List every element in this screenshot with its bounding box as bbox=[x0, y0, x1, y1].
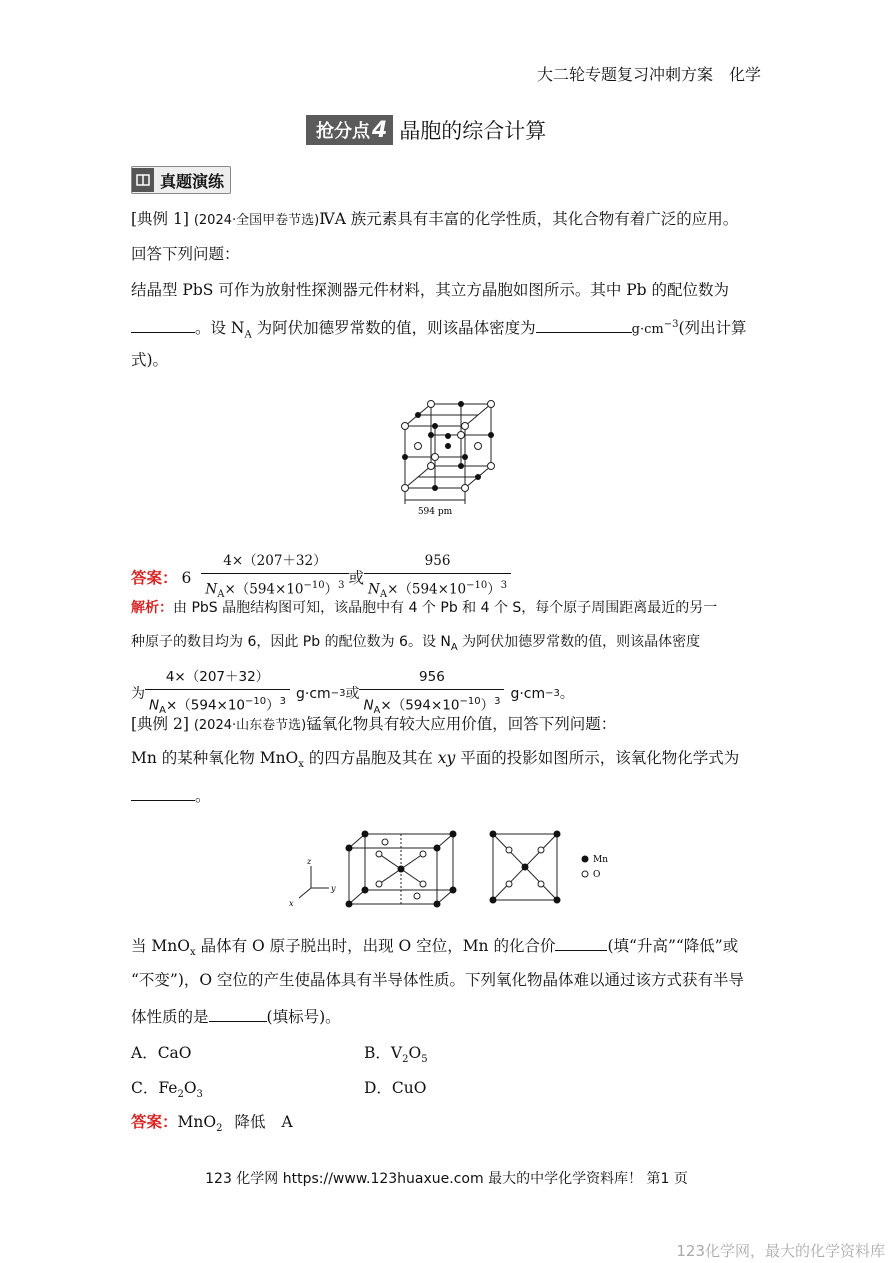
example2-q3 bbox=[131, 934, 738, 964]
text-seg: ） bbox=[480, 697, 495, 714]
text-seg: (填标号)。 bbox=[266, 1008, 341, 1026]
fraction-numerator: 956 bbox=[424, 553, 451, 569]
answer-blank[interactable] bbox=[209, 1005, 267, 1022]
text-seg: 为 bbox=[131, 686, 145, 703]
example2-answer bbox=[131, 1111, 293, 1140]
text-seg: 种原子的数目均为 6，因此 Pb 的配位数为 6。设 N bbox=[131, 634, 451, 650]
unit-text: g·cm bbox=[510, 686, 546, 703]
example1-source: (2024·全国甲卷节选) bbox=[193, 213, 320, 228]
analysis-line1 bbox=[131, 597, 717, 619]
text-seg: ） bbox=[487, 581, 501, 598]
text-seg: xy bbox=[437, 749, 456, 767]
example2-q5 bbox=[131, 1005, 341, 1028]
na-symbol: N bbox=[363, 697, 374, 714]
text-seg: 由 PbS 晶胞结构图可知，该晶胞中有 4 个 Pb 和 4 个 S，每个原子周围距离最近的另一 bbox=[173, 600, 718, 616]
text-seg: ×（594×10 bbox=[165, 697, 246, 714]
text-seg: g·cm bbox=[631, 322, 664, 338]
axis-z-label: z bbox=[307, 857, 312, 866]
figure-dimension-label: 594 pm bbox=[417, 507, 453, 517]
example1-q2: 结晶型 PbS 可作为放射性探测器元件材料，其立方晶胞如图所示。其中 Pb 的配位数为 bbox=[131, 281, 730, 299]
subscript: A bbox=[217, 589, 225, 601]
text-seg: B．V bbox=[364, 1044, 403, 1062]
superscript: −3 bbox=[330, 688, 346, 700]
fraction-numerator: 4×（207＋32） bbox=[165, 669, 270, 685]
superscript: −10 bbox=[466, 580, 488, 591]
text-seg: 平面的投影如图所示，该氧化物化学式为 bbox=[455, 749, 740, 767]
answer-label: 答案： bbox=[131, 1112, 178, 1131]
analysis-label: 解析： bbox=[131, 600, 173, 616]
coordinate-axes bbox=[299, 866, 329, 898]
example1-intro: ⅣA 族元素具有丰富的化学性质，其化合物有着广泛的应用。 bbox=[319, 210, 739, 228]
text-seg: 为阿伏加德罗常数的值，则该晶体密度为 bbox=[251, 319, 536, 338]
text-seg: 。 bbox=[195, 787, 211, 805]
example1-header bbox=[131, 208, 738, 232]
superscript: −3 bbox=[663, 319, 679, 330]
analysis-line2 bbox=[131, 631, 700, 659]
subscript: A bbox=[244, 329, 252, 341]
example1-q4: 式)。 bbox=[131, 351, 169, 369]
section-tag-label: 真题演练 bbox=[160, 171, 225, 191]
text-seg: 体性质的是 bbox=[131, 1008, 209, 1026]
legend-mn-marker bbox=[582, 856, 589, 863]
answer-blank[interactable] bbox=[555, 934, 607, 951]
text-seg: (列出计算 bbox=[678, 319, 747, 338]
example1-label: [典例 1] bbox=[131, 210, 189, 228]
text-seg: ） bbox=[266, 697, 280, 714]
option-a: A．CaO bbox=[131, 1044, 192, 1062]
unit-text: g·cm bbox=[296, 686, 331, 703]
text-seg: ×（594×10 bbox=[387, 581, 467, 598]
page-header: 大二轮专题复习冲刺方案 化学 bbox=[536, 65, 761, 84]
text-seg: 晶体有 O 原子脱出时，出现 O 空位，Mn 的化合价 bbox=[195, 937, 556, 955]
text-seg: O bbox=[408, 1044, 422, 1062]
example2-header bbox=[131, 713, 616, 737]
subscript: 3 bbox=[196, 1089, 203, 1101]
subscript: A bbox=[379, 589, 388, 601]
answer-valence: 降低 bbox=[234, 1113, 266, 1131]
text-seg: Mn 的某种氧化物 MnO bbox=[131, 749, 299, 767]
option-c bbox=[131, 1077, 203, 1106]
subscript: 2 bbox=[402, 1054, 409, 1066]
answer-label: 答案： bbox=[131, 568, 178, 588]
fraction-numerator: 4×（207＋32） bbox=[223, 553, 327, 569]
page-title: 晶胞的综合计算 bbox=[399, 119, 547, 143]
legend-o-label: O bbox=[593, 870, 601, 880]
title-badge-number: 4 bbox=[372, 117, 388, 143]
subscript: A bbox=[159, 705, 166, 717]
mnox-cell-figure bbox=[285, 826, 625, 910]
answer-formula: MnO bbox=[177, 1113, 217, 1131]
text-seg: 。设 N bbox=[195, 319, 245, 338]
text-seg: ×（594×10 bbox=[380, 697, 460, 714]
section-title bbox=[306, 112, 546, 148]
legend-mn-label: Mn bbox=[593, 855, 609, 865]
title-badge bbox=[306, 115, 393, 145]
legend-o-marker bbox=[582, 871, 588, 877]
na-symbol: N bbox=[205, 581, 218, 598]
subscript: x bbox=[298, 759, 304, 771]
page-footer: 123 化学网 https://www.123huaxue.com 最大的中学化学资料库！ 第1 页 bbox=[205, 1171, 688, 1187]
text-seg: ×（594×10 bbox=[224, 581, 304, 598]
answer-coordination: 6 bbox=[181, 569, 192, 588]
book-icon bbox=[132, 168, 154, 192]
subscript: A bbox=[450, 641, 458, 653]
option-b bbox=[364, 1042, 428, 1071]
example2-q1 bbox=[131, 747, 739, 776]
example1-q1: 回答下列问题： bbox=[131, 245, 240, 263]
option-d: D．CuO bbox=[364, 1079, 427, 1097]
text-seg: 为阿伏加德罗常数的值，则该晶体密度 bbox=[457, 634, 701, 650]
section-tag bbox=[131, 166, 231, 194]
superscript: −10 bbox=[245, 696, 267, 707]
na-symbol: N bbox=[149, 697, 160, 714]
answer-blank[interactable] bbox=[536, 316, 632, 333]
superscript: −10 bbox=[459, 696, 481, 707]
subscript: 5 bbox=[421, 1054, 428, 1066]
superscript: −3 bbox=[545, 688, 560, 700]
text-seg: C．Fe bbox=[131, 1079, 178, 1097]
axis-x-label: x bbox=[289, 899, 294, 908]
superscript: 3 bbox=[279, 696, 287, 707]
pbs-cell-figure bbox=[395, 396, 505, 520]
text-seg: 。 bbox=[559, 686, 574, 703]
answer-option: A bbox=[281, 1113, 293, 1131]
example2-intro: 锰氧化物具有较大应用价值，回答下列问题： bbox=[306, 715, 617, 733]
na-symbol: N bbox=[368, 581, 380, 598]
answer-blank[interactable] bbox=[131, 316, 195, 333]
watermark: 123化学网，最大的化学资料库 bbox=[676, 1242, 885, 1260]
subscript: A bbox=[373, 705, 381, 717]
subscript: 2 bbox=[177, 1089, 184, 1101]
axis-y-label: y bbox=[331, 884, 336, 893]
title-badge-text: 抢分点 bbox=[316, 121, 370, 142]
example2-label: [典例 2] bbox=[131, 715, 189, 733]
fraction-numerator: 956 bbox=[419, 669, 445, 685]
example2-source: (2024·山东卷节选) bbox=[193, 718, 307, 733]
example1-q3 bbox=[131, 314, 747, 346]
text-seg: O bbox=[183, 1079, 197, 1097]
subscript: x bbox=[190, 947, 196, 959]
superscript: −10 bbox=[303, 580, 325, 591]
example2-q2 bbox=[131, 784, 211, 807]
superscript: 3 bbox=[500, 580, 508, 591]
text-seg: 当 MnO bbox=[131, 937, 190, 955]
subscript: 2 bbox=[216, 1123, 223, 1135]
superscript: 3 bbox=[494, 696, 501, 707]
superscript: 3 bbox=[338, 580, 345, 591]
or-text: 或 bbox=[348, 569, 365, 588]
text-seg: (填“升高”“降低”或 bbox=[607, 937, 739, 955]
example2-q4: “不变”)，O 空位的产生使晶体具有半导体性质。下列氧化物晶体难以通过该方式获有半导 bbox=[131, 971, 745, 989]
text-seg: 的四方晶胞及其在 bbox=[303, 749, 438, 767]
answer-blank[interactable] bbox=[131, 784, 195, 801]
or-text: 或 bbox=[345, 686, 360, 703]
text-seg: ） bbox=[324, 581, 339, 598]
